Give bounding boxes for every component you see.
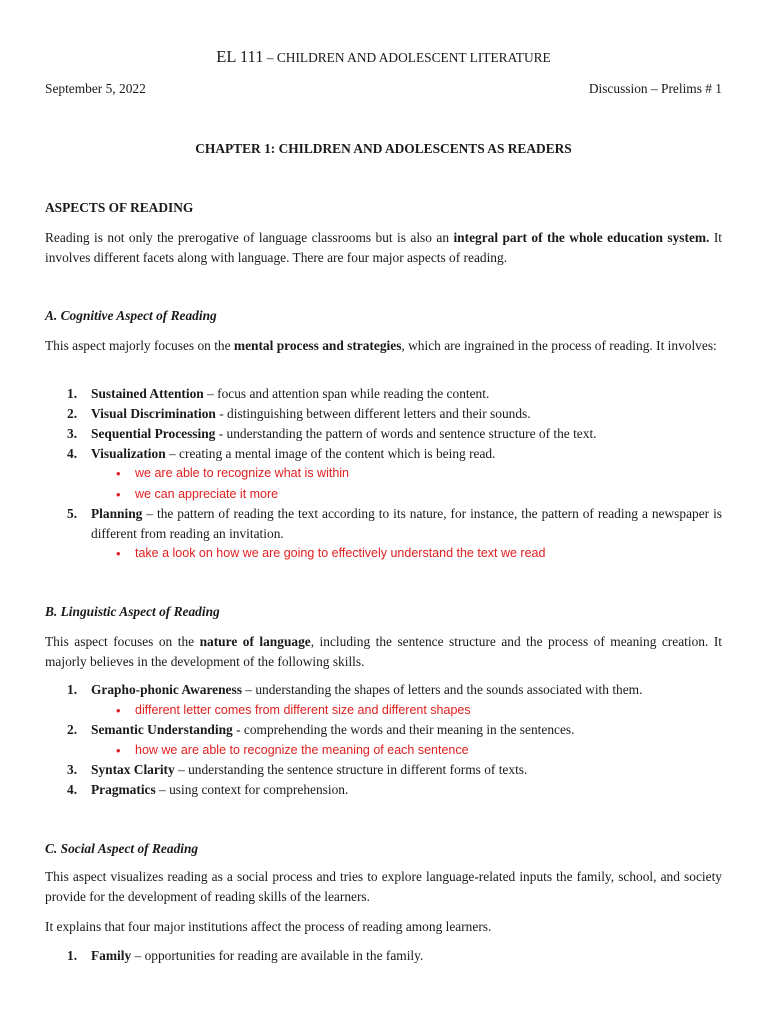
item-description: - understanding the pattern of words and sentence structure of the text. [215,425,597,441]
item-term: Visualization [91,445,166,461]
list-item [45,384,722,404]
item-number: 1. [67,682,78,697]
aspects-intro-text-2: It involves different facets along with language. There are four major aspects of reading. [45,230,722,265]
list-item [45,720,722,740]
cognitive-list [45,384,722,564]
item-description: – understanding the sentence structure in different forms of texts. [174,762,528,777]
note-bullet: • we can appreciate it more [45,485,722,505]
item-number: 3. [67,425,78,441]
meta-line [45,79,722,99]
aspects-heading: ASPECTS OF READING [45,200,194,215]
linguistic-intro-emphasis: nature of language [199,634,311,649]
item-number: 4. [67,781,78,797]
linguistic-heading: B. Linguistic Aspect of Reading [45,604,220,619]
item-number: 5. [67,506,78,522]
linguistic-list [45,680,722,800]
item-number: 3. [67,762,78,777]
list-item [45,444,722,464]
item-term: Visual Discrimination [91,405,216,421]
note-bullet: • different letter comes from different size and different shapes [45,701,722,721]
cognitive-intro-text-2: , which are ingrained in the process of reading. It involves: [401,338,717,353]
cognitive-heading: A. Cognitive Aspect of Reading [45,308,217,323]
aspects-intro-text: Reading is not only the prerogative of language classrooms but is also an [45,230,454,245]
aspects-intro-emphasis: integral part of the whole education system. [453,230,710,245]
list-item [45,424,722,444]
note-bullet: • we are able to recognize what is within [45,464,722,484]
social-para-2: It explains that four major institutions affect the process of reading among learners. [45,919,492,934]
list-item [45,504,722,543]
item-number: 2. [67,405,78,421]
course-title [45,47,722,68]
social-heading: C. Social Aspect of Reading [45,841,199,856]
item-description: – understanding the shapes of letters and the sounds associated with them. [241,682,643,697]
list-item [45,404,722,424]
item-term: Sustained Attention [91,386,204,401]
item-term: Grapho-phonic Awareness [91,682,242,697]
linguistic-intro-text: This aspect focuses on the [45,634,200,649]
cognitive-intro [45,336,722,356]
item-description: – creating a mental image of the content which is being read. [165,445,496,461]
social-list [45,946,722,966]
cognitive-intro-text: This aspect majorly focuses on the [45,338,234,353]
list-item [45,680,722,700]
item-description: – opportunities for reading are available in the family. [131,948,424,963]
item-number: 1. [67,386,78,401]
item-number: 2. [67,722,78,737]
item-description: – the pattern of reading the text according to its nature, for instance, the pattern of reading a newspaper is different from reading an invitation. [91,506,722,541]
item-term: Syntax Clarity [91,762,175,777]
item-term: Semantic Understanding [91,722,233,737]
item-term: Sequential Processing [91,425,216,441]
course-name: – CHILDREN AND ADOLESCENT LITERATURE [263,50,551,65]
note-bullet: • how we are able to recognize the meaning of each sentence [45,741,722,761]
item-number: 4. [67,445,78,461]
cognitive-intro-emphasis: mental process and strategies [233,338,402,353]
linguistic-intro-text-2: , including the sentence structure and the process of meaning creation. It majorly believes in the development of the following skills. [45,634,722,669]
aspects-intro [45,228,722,267]
item-term: Family [91,948,132,963]
item-term: Pragmatics [91,781,156,797]
list-item [45,760,722,780]
item-description: – focus and attention span while reading the content. [203,386,490,401]
item-description: - comprehending the words and their meaning in the sentences. [232,722,575,737]
item-term: Planning [91,506,143,522]
linguistic-intro [45,632,722,671]
document-date: September 5, 2022 [45,81,146,96]
note-bullet: • take a look on how we are going to effectively understand the text we read [45,544,722,564]
chapter-title: CHAPTER 1: CHILDREN AND ADOLESCENTS AS READERS [195,141,572,156]
course-code: EL 111 [216,47,264,66]
item-description: – using context for comprehension. [155,781,349,797]
item-number: 1. [67,948,78,963]
discussion-label: Discussion – Prelims # 1 [588,81,722,96]
list-item [45,946,722,966]
social-para-1: This aspect visualizes reading as a social process and tries to explore language-related inputs the family, school, and society provide for the development of reading skills of the learners. [45,869,722,904]
item-description: - distinguishing between different letters and their sounds. [215,405,531,421]
list-item [45,780,722,800]
